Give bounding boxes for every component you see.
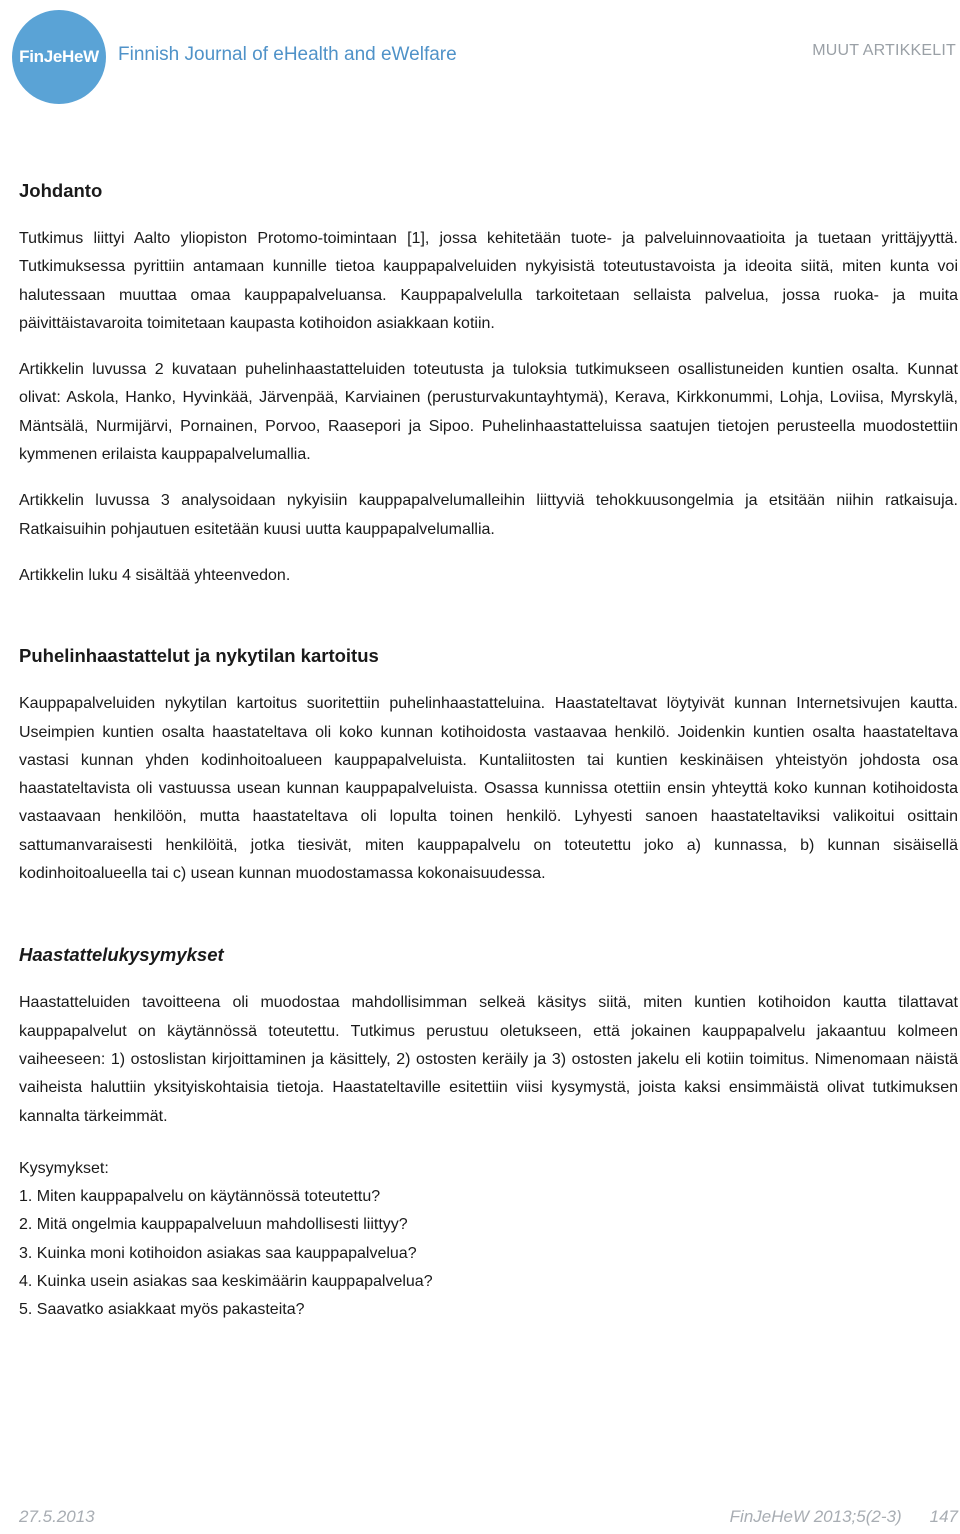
heading-haastattelukysymykset: Haastattelukysymykset <box>19 944 224 966</box>
article-body <box>19 180 958 1325</box>
question-item: 2. Mitä ongelmia kauppapalveluun mahdollisesti liittyy? <box>19 1216 408 1234</box>
paragraph: Kauppapalveluiden nykytilan kartoitus suoritettiin puhelinhaastatteluina. Haastateltavat löytyivät kunnan Internetsivujen kautta. Useimpien kuntien osalta haastateltava oli koko kunnan kotihoidosta vastaavaa henkilö. Joidenkin kuntien osalta haastateltava vastasi kunnan yhden kodinhoitoalueen kauppapalveluista. Kuntaliitosten tai kuntien keskinäisen yhteistyön johdosta osa haastateltavista oli vastuussa usean kunnan kauppapalveluista. Osassa kunnissa otettiin ensin yhteyttä koko kunnan kotihoidosta vastaavaan henkilöön, mutta haastateltava oli lopulta toinen henkilö. Lyhyesti sanoen haastateltaviksi valikoitui osittain sattumanvaraisesti henkilöitä, jotka tiesivät, miten kauppapalvelu on toteutettu joko a) kunnassa, b) kunnan sisäisellä kodinhoitoalueella tai c) usean kunnan muodostamassa kokonaisuudessa. <box>19 695 958 883</box>
page-header <box>0 0 960 110</box>
section-label: MUUT ARTIKKELIT <box>812 42 956 59</box>
questions-list <box>19 1155 958 1325</box>
paragraph: Haastatteluiden tavoitteena oli muodostaa mahdollisimman selkeä käsitys siitä, miten kuntien kotihoidon kautta tilattavat kauppapalvelut on käytännössä toteutettu. Tutkimus perustuu oletukseen, että jokainen kauppapalvelu jakaantuu kolmeen vaiheeseen: 1) ostoslistan kirjoittaminen ja käsittely, 2) ostosten keräily ja 3) ostosten jakelu eli kotiin toimitus. Nimenomaan näistä vaiheista haluttiin yksityiskohtaisia tietoja. Haastateltaville esitettiin viisi kysymystä, joista kaksi ensimmäistä olivat tutkimuksen kannalta tärkeimmät. <box>19 994 958 1125</box>
question-item: 3. Kuinka moni kotihoidon asiakas saa kauppapalvelua? <box>19 1244 417 1262</box>
footer-date: 27.5.2013 <box>19 1507 95 1526</box>
questions-label: Kysymykset: <box>19 1159 109 1177</box>
logo-text: FinJeHeW <box>19 47 99 66</box>
paragraph: Artikkelin luvussa 2 kuvataan puhelinhaastatteluiden toteutusta ja tuloksia tutkimukseen osallistuneiden kuntien osalta. Kunnat olivat: Askola, Hanko, Hyvinkää, Järvenpää, Karviainen (perusturvakuntayhtymä), Kerava, Kirkkonummi, Lohja, Loviisa, Myrskylä, Mäntsälä, Nurmijärvi, Pornainen, Porvoo, Raasepori ja Sipoo. Puhelinhaastatteluissa saatujen tietojen perusteella muodostettiin kymmenen erilaista kauppapalvelumallia. <box>19 361 958 464</box>
footer-citation-block <box>730 1507 958 1527</box>
question-item: 4. Kuinka usein asiakas saa keskimäärin kauppapalvelua? <box>19 1273 433 1291</box>
question-item: 5. Saavatko asiakkaat myös pakasteita? <box>19 1301 305 1319</box>
question-item: 1. Miten kauppapalvelu on käytännössä toteutettu? <box>19 1188 381 1206</box>
paragraph: Artikkelin luvussa 3 analysoidaan nykyisiin kauppapalvelumalleihin liittyviä tehokkuusongelmia ja etsitään niihin ratkaisuja. Ratkaisuihin pohjautuen esitetään kuusi uutta kauppapalvelumallia. <box>19 492 958 538</box>
heading-puhelinhaastattelut: Puhelinhaastattelut ja nykytilan kartoitus <box>19 645 379 667</box>
page-number: 147 <box>929 1507 958 1526</box>
paragraph: Artikkelin luku 4 sisältää yhteenvedon. <box>19 566 291 584</box>
journal-name: Finnish Journal of eHealth and eWelfare <box>118 44 457 65</box>
paragraph: Tutkimus liittyi Aalto yliopiston Protomo-toimintaan [1], jossa kehitetään tuote- ja palveluinnovaatioita ja tuetaan yrittäjyyttä. Tutkimuksessa pyrittiin antamaan kunnille tietoa kauppapalveluiden nykyisistä toteutustavoista ja ideoita siitä, miten kunta voi halutessaan muuttaa omaa kauppapalveluansa. Kauppapalvelulla tarkoitetaan sellaista palvelua, jossa ruoka- ja muita päivittäistavaroita toimitetaan kaupasta kotihoidon asiakkaan kotiin. <box>19 230 958 332</box>
journal-logo <box>12 10 106 104</box>
footer-citation: FinJeHeW 2013;5(2-3) <box>729 1507 902 1526</box>
heading-johdanto: Johdanto <box>19 180 103 201</box>
